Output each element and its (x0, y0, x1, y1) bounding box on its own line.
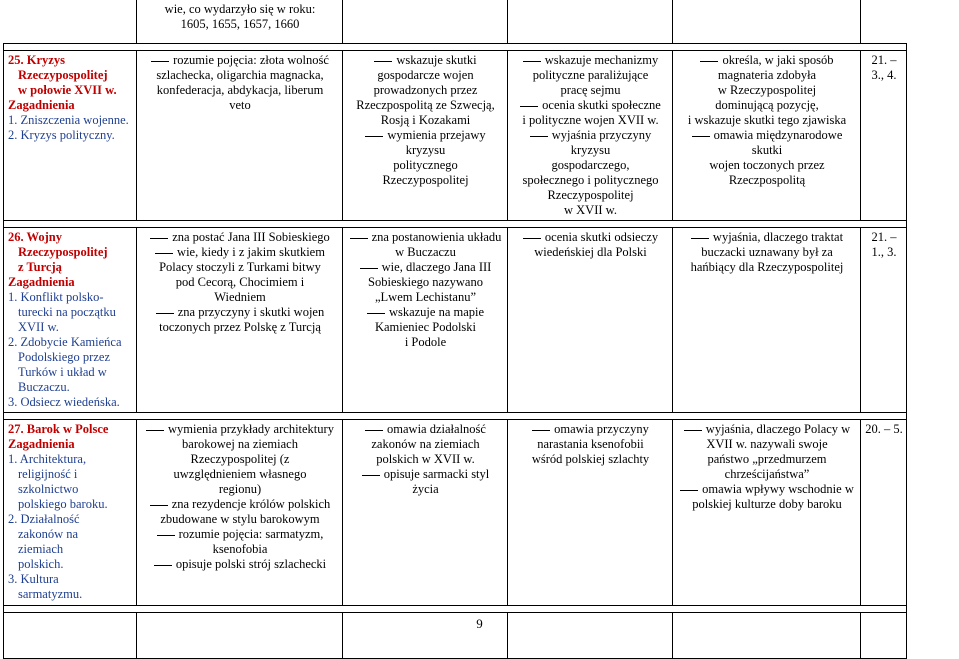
bullet-dash-icon (532, 430, 550, 431)
zagadnienie-item: sarmatyzmu. (18, 587, 83, 601)
zagadnienia-heading: Zagadnienia (8, 98, 75, 112)
requirement-text: konfederacja, abdykacja, liberum (156, 83, 324, 97)
requirement-line (347, 422, 504, 437)
requirement-entry (347, 230, 504, 260)
bullet-dash-icon (157, 535, 175, 536)
bullet-dash-icon (156, 313, 174, 314)
requirement-text: „Lwem Lechistanu” (375, 290, 476, 304)
requirement-text: Rzeczpospolitą (728, 173, 806, 187)
bullet-dash-icon (692, 136, 710, 137)
top-empty-cell (343, 0, 508, 44)
requirement-line (347, 290, 504, 305)
requirement-line (512, 452, 669, 467)
bullet-dash-icon (350, 238, 368, 239)
requirement-line (347, 173, 504, 188)
requirements-cell (137, 51, 343, 221)
lesson-reference-cell (861, 51, 907, 221)
requirement-line (141, 290, 339, 305)
requirement-text: XVII w. nazywali swoje (706, 437, 828, 451)
requirement-text: zbudowane w stylu barokowym (160, 512, 320, 526)
table-row (4, 228, 907, 413)
requirements-cell (343, 51, 508, 221)
requirement-text: ocenia skutki społeczne (542, 98, 661, 112)
requirement-text: wojen toczonych przez (709, 158, 825, 172)
requirement-text: zakonów na ziemiach (371, 437, 480, 451)
requirement-line (677, 452, 857, 467)
topic-title-line: 26. Wojny (8, 230, 62, 244)
bullet-dash-icon (154, 565, 172, 566)
bullet-dash-icon (684, 430, 702, 431)
zagadnienie-item: 1. Architektura, (8, 452, 87, 466)
requirement-line (512, 113, 669, 128)
zagadnienie-item: 1. Zniszczenia wojenne. (8, 113, 129, 127)
requirements-cell (673, 51, 861, 221)
requirements-cell (508, 228, 673, 413)
bullet-dash-icon (523, 238, 541, 239)
requirement-text: uwzględnieniem własnego (173, 467, 307, 481)
requirement-text: określa, w jaki sposób (722, 53, 834, 67)
requirement-entry (677, 422, 857, 482)
zagadnienia-heading: Zagadnienia (8, 437, 75, 451)
requirement-text: zna postanowienia układu (371, 230, 502, 244)
top-empty-cell (4, 0, 137, 44)
requirement-line (141, 260, 339, 275)
requirement-text: omawia międzynarodowe skutki (713, 128, 843, 157)
requirement-entry (141, 53, 339, 113)
bullet-dash-icon (374, 61, 392, 62)
requirement-entry (512, 98, 669, 128)
requirement-text: dominującą pozycję, (715, 98, 819, 112)
requirement-entry (677, 482, 857, 512)
requirement-text: hańbiący dla Rzeczypospolitej (690, 260, 844, 274)
bullet-dash-icon (530, 136, 548, 137)
row-separator (4, 221, 907, 228)
lesson-reference-line: 1., 3. (871, 245, 897, 259)
requirement-line (512, 203, 669, 218)
requirement-text: wskazuje skutki (396, 53, 477, 67)
zagadnienie-item: 1. Konflikt polsko- (8, 290, 104, 304)
requirement-entry (677, 53, 857, 128)
requirement-text: magnateria zdobyła (717, 68, 817, 82)
requirement-line (677, 173, 857, 188)
requirements-cell (343, 420, 508, 606)
requirements-cell (137, 420, 343, 606)
requirement-line (141, 437, 339, 452)
requirement-line (141, 275, 339, 290)
requirement-text: wyjaśnia, dlaczego traktat (712, 230, 844, 244)
requirement-line (512, 83, 669, 98)
requirement-entry (512, 422, 669, 467)
bullet-dash-icon (520, 106, 538, 107)
requirement-line (512, 245, 669, 260)
requirement-line (512, 422, 669, 437)
topic-cell (4, 228, 137, 413)
topic-title-line: 25. Kryzys (8, 53, 65, 67)
requirement-line (347, 245, 504, 260)
bullet-dash-icon (362, 475, 380, 476)
requirement-text: zna postać Jana III Sobieskiego (172, 230, 330, 244)
zagadnienie-item: polskich. (18, 557, 64, 571)
requirement-line (347, 437, 504, 452)
requirement-text: Rosją i Kozakami (380, 113, 471, 127)
requirement-line (677, 53, 857, 68)
requirement-text: gospodarcze wojen (377, 68, 474, 82)
requirement-line (141, 320, 339, 335)
requirement-line (141, 512, 339, 527)
requirement-line (347, 68, 504, 83)
requirements-cell (137, 228, 343, 413)
requirement-text: politycznego (393, 158, 458, 172)
table-row (4, 420, 907, 606)
bullet-dash-icon (150, 505, 168, 506)
requirement-entry (141, 497, 339, 527)
requirement-text: wyjaśnia, dlaczego Polacy w (705, 422, 851, 436)
topic-title-line: Rzeczypospolitej (18, 68, 108, 82)
requirement-text: toczonych przez Polskę z Turcją (159, 320, 321, 334)
zagadnienie-item: XVII w. (18, 320, 59, 334)
requirement-line (347, 128, 504, 158)
requirement-line (347, 320, 504, 335)
zagadnienie-item: 3. Kultura (8, 572, 59, 586)
requirement-text: wskazuje na mapie (388, 305, 485, 319)
requirement-text: w Rzeczypospolitej (717, 83, 817, 97)
top-note-cell (137, 0, 343, 44)
requirement-line (347, 305, 504, 320)
requirement-line (141, 98, 339, 113)
zagadnienie-item: turecki na początku (18, 305, 116, 319)
requirement-text: wie, dlaczego Jana III (381, 260, 492, 274)
row-separator (4, 44, 907, 51)
requirement-line (141, 83, 339, 98)
requirement-text: wskazuje mechanizmy (544, 53, 659, 67)
requirement-text: społecznego i politycznego (522, 173, 659, 187)
requirement-text: opisuje polski strój szlachecki (175, 557, 327, 571)
requirement-text: buczacki uznawany był za (701, 245, 833, 259)
requirement-text: Rzeczypospolitej (547, 188, 634, 202)
requirement-line (677, 83, 857, 98)
lesson-reference-line: 21. – (871, 230, 897, 244)
zagadnienie-item: Turków i układ w (18, 365, 107, 379)
requirement-line (347, 83, 504, 98)
requirements-cell (508, 420, 673, 606)
bullet-dash-icon (523, 61, 541, 62)
requirement-line (347, 467, 504, 497)
lesson-reference-line: 20. – 5. (865, 422, 903, 436)
page-number: 9 (476, 616, 483, 631)
zagadnienie-item: 2. Działalność (8, 512, 80, 526)
requirement-line (512, 128, 669, 158)
zagadnienie-item: 2. Kryzys polityczny. (8, 128, 115, 142)
requirement-text: i Podole (404, 335, 447, 349)
zagadnienie-item: Buczaczu. (18, 380, 70, 394)
requirement-text: narastania ksenofobii (537, 437, 644, 451)
requirement-line (512, 98, 669, 113)
lesson-reference-line: 21. – (871, 53, 897, 67)
requirement-text: wśród polskiej szlachty (531, 452, 650, 466)
zagadnienie-item: religijność i (18, 467, 78, 481)
requirement-text: i wskazuje skutki tego zjawiska (687, 113, 847, 127)
lesson-reference-cell (861, 228, 907, 413)
requirement-entry (677, 128, 857, 188)
topic-title-line: z Turcją (18, 260, 62, 274)
requirement-text: omawia przyczyny (554, 422, 649, 436)
requirement-text: pod Cecorą, Chocimiem i (175, 275, 305, 289)
requirement-line (141, 422, 339, 437)
zagadnienie-item: Podolskiego przez (18, 350, 110, 364)
requirement-entry (347, 467, 504, 497)
zagadnienie-item: 3. Odsiecz wiedeńska. (8, 395, 120, 409)
requirement-line (677, 230, 857, 245)
requirement-text: i polityczne wojen XVII w. (522, 113, 659, 127)
bullet-dash-icon (700, 61, 718, 62)
requirement-text: opisuje sarmacki styl życia (383, 467, 490, 496)
requirement-text: polityczne paraliżujące (532, 68, 649, 82)
requirement-text: barokowej na ziemiach (182, 437, 298, 451)
requirements-cell (343, 228, 508, 413)
requirement-entry (141, 230, 339, 245)
row-separator (4, 606, 907, 613)
requirement-text: Wiedniem (214, 290, 266, 304)
requirement-text: omawia działalność (387, 422, 486, 436)
requirement-line (141, 68, 339, 83)
requirement-line (347, 230, 504, 245)
top-empty-cell (861, 0, 907, 44)
requirement-text: Polacy stoczyli z Turkami bitwy (159, 260, 321, 274)
bullet-dash-icon (150, 238, 168, 239)
requirement-text: pracę sejmu (560, 83, 621, 97)
requirement-line (677, 482, 857, 497)
topic-title-line: 27. Barok w Polsce (8, 422, 109, 436)
requirement-text: ksenofobia (212, 542, 268, 556)
requirement-text: wyjaśnia przyczyny kryzysu (551, 128, 652, 157)
requirement-line (347, 53, 504, 68)
requirement-line (141, 53, 339, 68)
requirement-line (677, 128, 857, 158)
requirement-text: Rzeczpospolitą ze Szwecją, (356, 98, 495, 112)
requirement-line (677, 98, 857, 113)
requirement-entry (347, 305, 504, 350)
requirement-line (677, 245, 857, 260)
requirement-line (141, 557, 339, 572)
requirement-text: zna przyczyny i skutki wojen (177, 305, 325, 319)
requirement-line (347, 452, 504, 467)
zagadnienie-item: ziemiach (18, 542, 64, 556)
requirement-line (677, 497, 857, 512)
requirement-entry (141, 245, 339, 305)
requirement-entry (141, 527, 339, 557)
requirement-line (141, 305, 339, 320)
topic-cell (4, 51, 137, 221)
requirement-text: prowadzonych przez (373, 83, 478, 97)
requirement-text: Rzeczypospolitej (z (190, 452, 290, 466)
requirement-line (141, 467, 339, 482)
requirement-line (677, 422, 857, 437)
requirement-line (512, 188, 669, 203)
requirement-text: Kamieniec Podolski (374, 320, 477, 334)
requirement-text: zna rezydencje królów polskich (171, 497, 331, 511)
requirement-entry (512, 230, 669, 260)
topic-cell (4, 420, 137, 606)
zagadnienie-item: zakonów na (18, 527, 79, 541)
top-empty-cell (673, 0, 861, 44)
requirement-line (141, 230, 339, 245)
zagadnienie-item: polskiego baroku. (18, 497, 108, 511)
lesson-reference-line: 3., 4. (871, 68, 897, 82)
requirement-text: chrześcijaństwa” (724, 467, 810, 481)
requirement-text: wie, kiedy i z jakim skutkiem (177, 245, 325, 259)
bullet-dash-icon (151, 61, 169, 62)
requirement-line (347, 260, 504, 275)
requirement-text: regionu) (218, 482, 262, 496)
requirement-line (677, 260, 857, 275)
bullet-dash-icon (680, 490, 698, 491)
requirement-line (347, 113, 504, 128)
requirement-entry (512, 53, 669, 98)
bullet-dash-icon (691, 238, 709, 239)
topic-title-line: Rzeczypospolitej (18, 245, 108, 259)
requirement-line (512, 437, 669, 452)
requirement-line (347, 158, 504, 173)
requirement-text: szlachecka, oligarchia magnacka, (156, 68, 324, 82)
requirement-entry (141, 557, 339, 572)
requirement-line (141, 482, 339, 497)
requirement-line (141, 542, 339, 557)
requirements-cell (673, 420, 861, 606)
requirement-line (677, 113, 857, 128)
requirement-text: polskich w XVII w. (376, 452, 475, 466)
requirement-line (677, 467, 857, 482)
requirement-line (512, 230, 669, 245)
bullet-dash-icon (360, 268, 378, 269)
requirement-text: wymienia przejawy kryzysu (387, 128, 486, 157)
zagadnienie-item: 2. Zdobycie Kamieńca (8, 335, 122, 349)
requirement-line (512, 53, 669, 68)
requirement-line (141, 527, 339, 542)
requirement-text: wymienia przykłady architektury (168, 422, 334, 436)
requirement-text: Sobieskiego nazywano (368, 275, 483, 289)
bullet-dash-icon (365, 430, 383, 431)
requirement-text: rozumie pojęcia: złota wolność (173, 53, 329, 67)
requirement-line (347, 275, 504, 290)
requirement-entry (141, 422, 339, 497)
top-empty-cell (508, 0, 673, 44)
curriculum-table (3, 0, 907, 659)
requirements-cell (673, 228, 861, 413)
requirement-line (141, 497, 339, 512)
requirement-line (347, 335, 504, 350)
bullet-dash-icon (367, 313, 385, 314)
requirement-text: rozumie pojęcia: sarmatyzm, (178, 527, 324, 541)
requirement-entry (347, 260, 504, 305)
zagadnienia-heading: Zagadnienia (8, 275, 75, 289)
requirement-line (677, 68, 857, 83)
requirement-entry (512, 128, 669, 218)
requirement-text: w Buczaczu (395, 245, 456, 259)
requirement-entry (347, 53, 504, 128)
requirement-entry (347, 128, 504, 188)
requirement-line (512, 158, 669, 173)
bullet-dash-icon (365, 136, 383, 137)
requirement-line (677, 437, 857, 452)
topic-title-line: w połowie XVII w. (18, 83, 117, 97)
table-row (4, 51, 907, 221)
zagadnienie-item: szkolnictwo (18, 482, 79, 496)
requirement-line (347, 98, 504, 113)
requirement-text: gospodarczego, (551, 158, 630, 172)
requirement-text: ocenia skutki odsieczy (544, 230, 659, 244)
requirement-text: veto (229, 98, 251, 112)
requirement-entry (677, 230, 857, 275)
lesson-reference-cell (861, 420, 907, 606)
requirement-text: polskiej kulturze doby baroku (692, 497, 842, 511)
requirement-text: Rzeczypospolitej (382, 173, 469, 187)
requirement-text: w XVII w. (564, 203, 617, 217)
row-separator (4, 413, 907, 420)
top-note-line: 1605, 1655, 1657, 1660 (180, 17, 300, 31)
requirement-text: państwo „przedmurzem (707, 452, 827, 466)
requirement-text: omawia wpływy wschodnie w (702, 482, 854, 496)
requirement-entry (141, 305, 339, 335)
requirement-line (512, 68, 669, 83)
requirement-line (141, 452, 339, 467)
bullet-dash-icon (155, 253, 173, 254)
requirement-line (512, 173, 669, 188)
requirement-text: wiedeńskiej dla Polski (534, 245, 647, 259)
bullet-dash-icon (146, 430, 164, 431)
requirement-line (677, 158, 857, 173)
requirement-line (141, 245, 339, 260)
requirement-entry (347, 422, 504, 467)
requirements-cell (508, 51, 673, 221)
top-note-line: wie, co wydarzyło się w roku: (164, 2, 316, 16)
